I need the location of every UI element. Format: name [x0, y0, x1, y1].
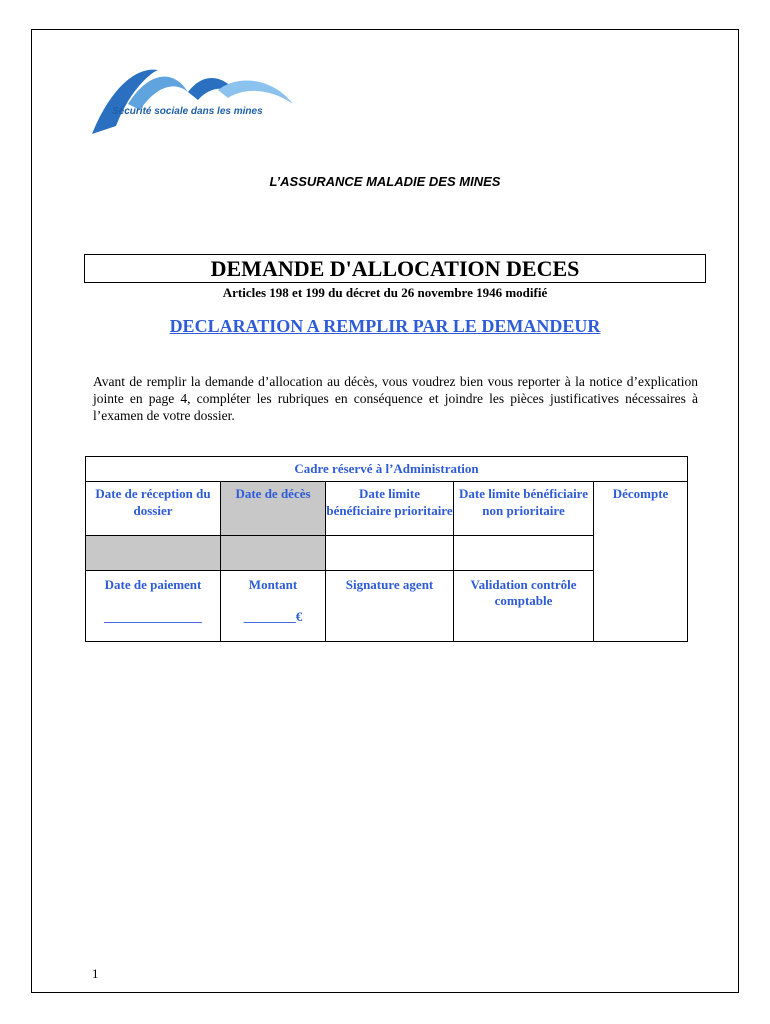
form-title: DEMANDE D'ALLOCATION DECES [84, 254, 706, 283]
cell-date-limite-non-prioritaire-value[interactable] [454, 536, 594, 571]
cell-validation-comptable[interactable] [454, 571, 594, 642]
cell-montant[interactable] [221, 571, 326, 642]
legal-articles: Articles 198 et 199 du décret du 26 novembre 1946 modifié [222, 285, 548, 300]
montant-blank: ________€ [243, 609, 303, 624]
header-date-reception: Date de réception du dossier [86, 482, 221, 536]
date-paiement-blank: _______________ [104, 609, 202, 624]
cell-signature-agent[interactable] [326, 571, 454, 642]
cell-date-paiement[interactable] [86, 571, 221, 642]
page-number: 1 [92, 966, 99, 981]
organization-name: L’ASSURANCE MALADIE DES MINES [269, 174, 501, 189]
header-date-deces: Date de décès [221, 482, 326, 536]
header-date-limite-non-prioritaire: Date limite bénéficiaire non prioritaire [454, 482, 594, 536]
label-date-paiement: Date de paiement [104, 577, 202, 592]
label-signature-agent: Signature agent [345, 577, 434, 592]
admin-table-title: Cadre réservé à l’Administration [86, 457, 688, 482]
securite-sociale-mines-logo [88, 64, 298, 140]
cell-date-reception-value[interactable] [86, 536, 221, 571]
admin-reserved-table [85, 456, 688, 642]
declaration-heading: DECLARATION A REMPLIR PAR LE DEMANDEUR [169, 316, 601, 336]
label-validation-comptable: Validation contrôle comptable [470, 577, 577, 608]
intro-paragraph: Avant de remplir la demande d’allocation au décès, vous voudrez bien vous reporter à la notice d’explication jointe en page 4, compléter les rubriques en conséquence et joindre les pièces justificatives nécessaires à l’examen de votre dossier. [93, 374, 698, 423]
label-montant: Montant [248, 577, 298, 592]
cell-date-limite-prioritaire-value[interactable] [326, 536, 454, 571]
cell-date-deces-value[interactable] [221, 536, 326, 571]
header-decompte: Décompte [594, 482, 688, 642]
logo-text: Sécurité sociale dans les mines [112, 106, 263, 117]
header-date-limite-prioritaire: Date limite bénéficiaire prioritaire [326, 482, 454, 536]
